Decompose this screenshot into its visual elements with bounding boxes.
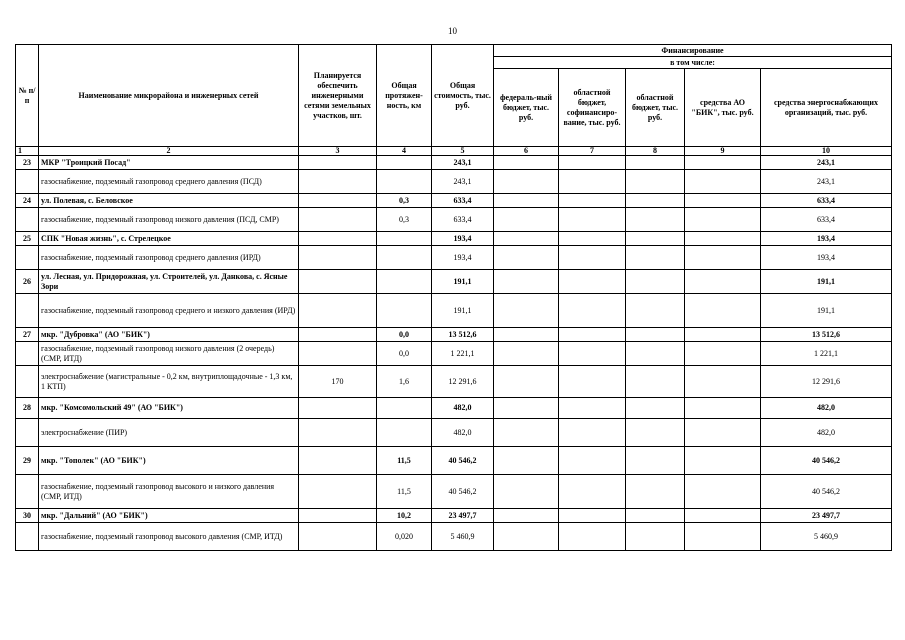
group-row xyxy=(16,328,892,342)
item-row xyxy=(16,208,892,232)
row-regional xyxy=(626,366,685,398)
row-total-cost: 482,0 xyxy=(432,419,494,447)
row-regional-cofin xyxy=(559,246,626,270)
item-row xyxy=(16,366,892,398)
row-regional xyxy=(626,398,685,419)
row-energy: 482,0 xyxy=(761,419,892,447)
header-total-cost: Общая стоимость, тыс. руб. xyxy=(432,45,494,147)
row-energy: 193,4 xyxy=(761,246,892,270)
row-name: МКР "Троицкий Посад" xyxy=(39,156,299,170)
item-row xyxy=(16,170,892,194)
column-number: 8 xyxy=(626,147,685,156)
row-regional-cofin xyxy=(559,523,626,551)
row-energy: 193,4 xyxy=(761,232,892,246)
header-federal: федераль-ный бюджет, тыс. руб. xyxy=(494,69,559,147)
row-bik xyxy=(685,194,761,208)
row-regional xyxy=(626,170,685,194)
row-regional xyxy=(626,194,685,208)
row-federal xyxy=(494,294,559,328)
column-number: 1 xyxy=(16,147,39,156)
row-regional xyxy=(626,156,685,170)
column-number: 4 xyxy=(377,147,432,156)
row-bik xyxy=(685,475,761,509)
row-federal xyxy=(494,270,559,294)
header-bik: средства АО "БИК", тыс. руб. xyxy=(685,69,761,147)
row-regional xyxy=(626,232,685,246)
row-name: ул. Лесная, ул. Придорожная, ул. Строителей, ул. Данкова, с. Ясные Зори xyxy=(39,270,299,294)
row-total-cost: 40 546,2 xyxy=(432,447,494,475)
row-number: 30 xyxy=(16,509,39,523)
header-plots: Планируется обеспечить инженерными сетями земельных участков, шт. xyxy=(299,45,377,147)
page-number: 10 xyxy=(448,26,457,36)
row-length xyxy=(377,246,432,270)
column-number: 10 xyxy=(761,147,892,156)
row-plots xyxy=(299,342,377,366)
row-regional xyxy=(626,328,685,342)
item-row xyxy=(16,475,892,509)
header-financing: Финансирование xyxy=(494,45,892,57)
row-bik xyxy=(685,366,761,398)
row-length xyxy=(377,294,432,328)
column-number: 7 xyxy=(559,147,626,156)
row-bik xyxy=(685,270,761,294)
row-number xyxy=(16,294,39,328)
row-regional-cofin xyxy=(559,342,626,366)
row-federal xyxy=(494,156,559,170)
row-energy: 12 291,6 xyxy=(761,366,892,398)
row-bik xyxy=(685,170,761,194)
row-total-cost: 12 291,6 xyxy=(432,366,494,398)
row-name: электроснабжение (ПИР) xyxy=(39,419,299,447)
row-federal xyxy=(494,366,559,398)
row-energy: 23 497,7 xyxy=(761,509,892,523)
row-number: 27 xyxy=(16,328,39,342)
row-regional xyxy=(626,246,685,270)
row-regional-cofin xyxy=(559,270,626,294)
row-length: 11,5 xyxy=(377,447,432,475)
row-length: 0,3 xyxy=(377,208,432,232)
header-regional-cofin: областной бюджет, софинансиро-вание, тыс. руб. xyxy=(559,69,626,147)
row-regional xyxy=(626,523,685,551)
row-energy: 243,1 xyxy=(761,156,892,170)
row-total-cost: 193,4 xyxy=(432,232,494,246)
row-total-cost: 191,1 xyxy=(432,270,494,294)
row-federal xyxy=(494,194,559,208)
column-number: 9 xyxy=(685,147,761,156)
row-energy: 13 512,6 xyxy=(761,328,892,342)
row-bik xyxy=(685,328,761,342)
row-bik xyxy=(685,523,761,551)
row-plots xyxy=(299,328,377,342)
row-regional xyxy=(626,447,685,475)
group-row xyxy=(16,509,892,523)
row-total-cost: 243,1 xyxy=(432,170,494,194)
row-total-cost: 1 221,1 xyxy=(432,342,494,366)
row-plots xyxy=(299,447,377,475)
row-energy: 482,0 xyxy=(761,398,892,419)
row-energy: 191,1 xyxy=(761,270,892,294)
item-row xyxy=(16,294,892,328)
row-number xyxy=(16,366,39,398)
row-length xyxy=(377,156,432,170)
header-regional: областной бюджет, тыс. руб. xyxy=(626,69,685,147)
row-federal xyxy=(494,398,559,419)
row-regional xyxy=(626,294,685,328)
row-bik xyxy=(685,232,761,246)
row-name: газоснабжение, подземный газопровод среднего давления (ПСД) xyxy=(39,170,299,194)
row-federal xyxy=(494,419,559,447)
item-row xyxy=(16,342,892,366)
row-energy: 5 460,9 xyxy=(761,523,892,551)
row-name: мкр. "Комсомольский 49" (АО "БИК") xyxy=(39,398,299,419)
header-num: № п/п xyxy=(16,45,39,147)
row-name: газоснабжение, подземный газопровод низкого давления (2 очередь) (СМР, ИТД) xyxy=(39,342,299,366)
row-number xyxy=(16,170,39,194)
row-bik xyxy=(685,156,761,170)
row-plots: 170 xyxy=(299,366,377,398)
row-number xyxy=(16,246,39,270)
row-energy: 633,4 xyxy=(761,208,892,232)
item-row xyxy=(16,419,892,447)
row-regional-cofin xyxy=(559,475,626,509)
row-total-cost: 23 497,7 xyxy=(432,509,494,523)
row-energy: 243,1 xyxy=(761,170,892,194)
row-energy: 633,4 xyxy=(761,194,892,208)
row-bik xyxy=(685,509,761,523)
row-federal xyxy=(494,170,559,194)
row-plots xyxy=(299,398,377,419)
row-number: 25 xyxy=(16,232,39,246)
row-federal xyxy=(494,523,559,551)
row-regional-cofin xyxy=(559,509,626,523)
row-total-cost: 13 512,6 xyxy=(432,328,494,342)
column-number: 5 xyxy=(432,147,494,156)
column-number: 6 xyxy=(494,147,559,156)
row-length: 0,0 xyxy=(377,342,432,366)
header-length: Общая протяжен-ность, км xyxy=(377,45,432,147)
row-total-cost: 482,0 xyxy=(432,398,494,419)
row-name: мкр. "Тополек" (АО "БИК") xyxy=(39,447,299,475)
row-federal xyxy=(494,208,559,232)
financing-table xyxy=(15,44,892,551)
group-row xyxy=(16,194,892,208)
row-federal xyxy=(494,475,559,509)
row-total-cost: 193,4 xyxy=(432,246,494,270)
row-name: газоснабжение, подземный газопровод среднего и низкого давления (ИРД) xyxy=(39,294,299,328)
row-plots xyxy=(299,232,377,246)
row-regional-cofin xyxy=(559,232,626,246)
row-energy: 40 546,2 xyxy=(761,475,892,509)
row-length xyxy=(377,398,432,419)
header-including: в том числе: xyxy=(494,57,892,69)
row-number xyxy=(16,342,39,366)
row-regional xyxy=(626,509,685,523)
row-length xyxy=(377,270,432,294)
row-bik xyxy=(685,419,761,447)
row-plots xyxy=(299,475,377,509)
row-total-cost: 191,1 xyxy=(432,294,494,328)
column-number: 2 xyxy=(39,147,299,156)
row-regional xyxy=(626,270,685,294)
row-regional xyxy=(626,342,685,366)
row-number: 28 xyxy=(16,398,39,419)
row-number xyxy=(16,419,39,447)
group-row xyxy=(16,232,892,246)
row-federal xyxy=(494,342,559,366)
row-plots xyxy=(299,294,377,328)
row-name: газоснабжение, подземный газопровод высокого и низкого давления (СМР, ИТД) xyxy=(39,475,299,509)
row-number xyxy=(16,523,39,551)
row-regional-cofin xyxy=(559,294,626,328)
row-bik xyxy=(685,398,761,419)
row-regional xyxy=(626,208,685,232)
row-length: 0,0 xyxy=(377,328,432,342)
row-regional-cofin xyxy=(559,208,626,232)
row-bik xyxy=(685,294,761,328)
row-total-cost: 5 460,9 xyxy=(432,523,494,551)
row-plots xyxy=(299,419,377,447)
row-number: 29 xyxy=(16,447,39,475)
row-total-cost: 633,4 xyxy=(432,208,494,232)
row-plots xyxy=(299,194,377,208)
row-regional-cofin xyxy=(559,328,626,342)
row-name: мкр. "Дальний" (АО "БИК") xyxy=(39,509,299,523)
item-row xyxy=(16,246,892,270)
row-federal xyxy=(494,328,559,342)
row-length: 1,6 xyxy=(377,366,432,398)
row-regional xyxy=(626,475,685,509)
row-number xyxy=(16,208,39,232)
group-row xyxy=(16,270,892,294)
group-row xyxy=(16,398,892,419)
row-energy: 191,1 xyxy=(761,294,892,328)
header-energy: средства энергоснабжающих организаций, тыс. руб. xyxy=(761,69,892,147)
row-length: 10,2 xyxy=(377,509,432,523)
row-plots xyxy=(299,270,377,294)
row-plots xyxy=(299,156,377,170)
row-plots xyxy=(299,246,377,270)
row-regional-cofin xyxy=(559,398,626,419)
row-length xyxy=(377,170,432,194)
row-number: 24 xyxy=(16,194,39,208)
row-plots xyxy=(299,523,377,551)
row-regional-cofin xyxy=(559,366,626,398)
row-federal xyxy=(494,246,559,270)
row-name: газоснабжение, подземный газопровод высокого давления (СМР, ИТД) xyxy=(39,523,299,551)
group-row xyxy=(16,447,892,475)
row-name: мкр. "Дубровка" (АО "БИК") xyxy=(39,328,299,342)
row-plots xyxy=(299,509,377,523)
row-bik xyxy=(685,447,761,475)
row-number: 26 xyxy=(16,270,39,294)
row-regional-cofin xyxy=(559,170,626,194)
row-plots xyxy=(299,208,377,232)
row-bik xyxy=(685,342,761,366)
row-total-cost: 40 546,2 xyxy=(432,475,494,509)
row-total-cost: 633,4 xyxy=(432,194,494,208)
row-length xyxy=(377,232,432,246)
row-energy: 40 546,2 xyxy=(761,447,892,475)
row-federal xyxy=(494,232,559,246)
row-regional-cofin xyxy=(559,194,626,208)
row-length: 0,020 xyxy=(377,523,432,551)
row-name: газоснабжение, подземный газопровод низкого давления (ПСД, СМР) xyxy=(39,208,299,232)
column-number-row xyxy=(16,147,892,156)
row-bik xyxy=(685,208,761,232)
row-regional xyxy=(626,419,685,447)
group-row xyxy=(16,156,892,170)
item-row xyxy=(16,523,892,551)
row-federal xyxy=(494,447,559,475)
row-name: ул. Полевая, с. Беловское xyxy=(39,194,299,208)
row-length xyxy=(377,419,432,447)
row-number xyxy=(16,475,39,509)
row-name: газоснабжение, подземный газопровод среднего давления (ИРД) xyxy=(39,246,299,270)
row-number: 23 xyxy=(16,156,39,170)
row-length: 11,5 xyxy=(377,475,432,509)
row-total-cost: 243,1 xyxy=(432,156,494,170)
header-name: Наименование микрорайона и инженерных сетей xyxy=(39,45,299,147)
row-bik xyxy=(685,246,761,270)
row-federal xyxy=(494,509,559,523)
row-name: СПК "Новая жизнь", с. Стрелецкое xyxy=(39,232,299,246)
row-name: электроснабжение (магистральные - 0,2 км, внутриплощадочные - 1,3 км, 1 КТП) xyxy=(39,366,299,398)
row-regional-cofin xyxy=(559,447,626,475)
row-regional-cofin xyxy=(559,156,626,170)
row-regional-cofin xyxy=(559,419,626,447)
row-length: 0,3 xyxy=(377,194,432,208)
row-plots xyxy=(299,170,377,194)
row-energy: 1 221,1 xyxy=(761,342,892,366)
column-number: 3 xyxy=(299,147,377,156)
